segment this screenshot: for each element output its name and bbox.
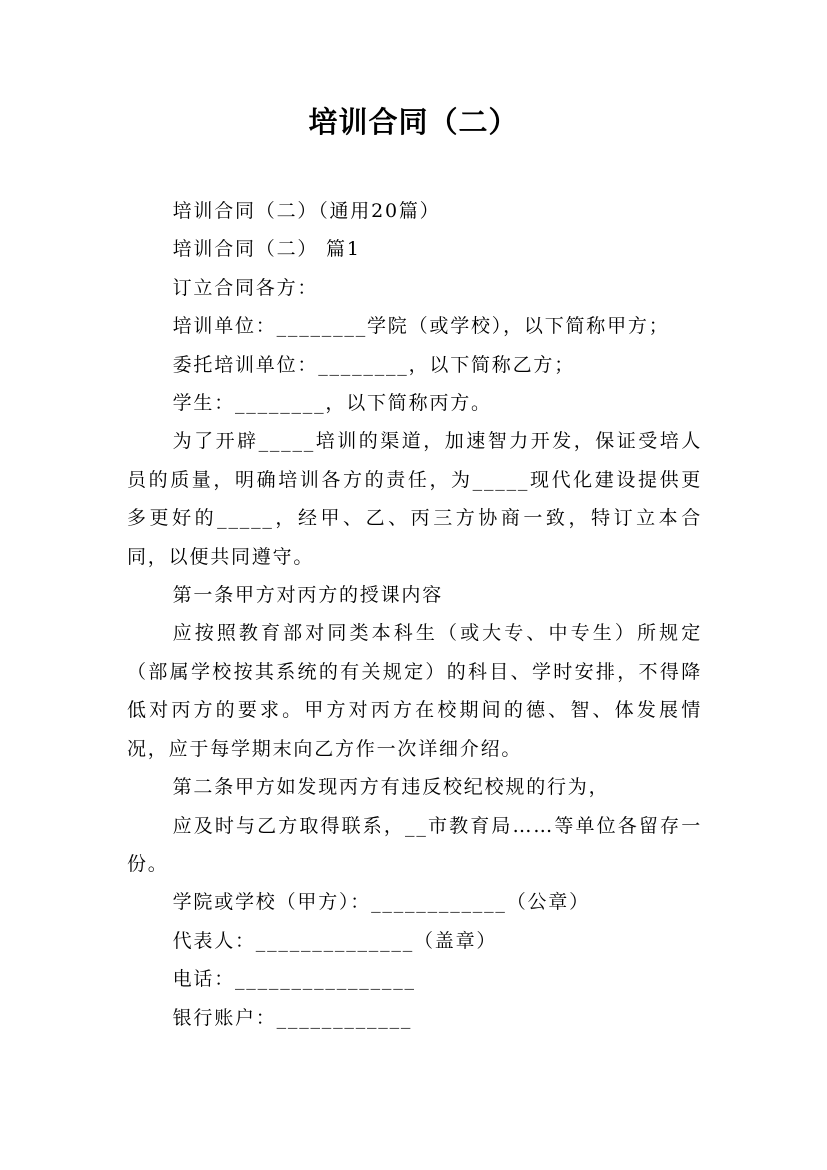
paragraph-parties-intro: 订立合同各方： [172,276,319,299]
paragraph-subtitle: 培训合同（二）（通用20篇） [172,200,441,222]
signature-bank-account: 银行账户：____________ [172,1006,413,1029]
paragraph-article-2-body: 应及时与乙方取得联系，__市教育局……等单位各留存一份。 [127,814,702,875]
document-title: 培训合同（二） [308,105,519,139]
signature-school: 学院或学校（甲方）：____________（公章） [172,891,590,914]
document-body [127,192,702,1037]
paragraph-section-heading: 培训合同（二） 篇1 [172,238,361,261]
paragraph-party-a: 培训单位：________学院（或学校），以下简称甲方； [172,315,670,338]
signature-phone: 电话：________________ [172,968,416,991]
paragraph-article-1-heading: 第一条甲方对丙方的授课内容 [172,584,443,607]
signature-representative: 代表人：______________（盖章） [172,929,498,952]
paragraph-party-b: 委托培训单位：________，以下简称乙方； [172,353,575,376]
paragraph-party-c: 学生：________，以下简称丙方。 [172,392,492,415]
paragraph-purpose: 为了开辟_____培训的渠道，加速智力开发，保证受培人员的质量，明确培训各方的责任，为_____现代化建设提供更多更好的_____，经甲、乙、丙三方协商一致，特订立本合同，以便共同遵守。 [127,430,702,568]
paragraph-article-1-body: 应按照教育部对同类本科生（或大专、中专生）所规定（部属学校按其系统的有关规定）的科目、学时安排，不得降低对丙方的要求。甲方对丙方在校期间的德、智、体发展情况，应于每学期末向乙方作一次详细介绍。 [127,622,702,760]
paragraph-article-2-heading: 第二条甲方如发现丙方有违反校纪校规的行为， [172,776,610,799]
